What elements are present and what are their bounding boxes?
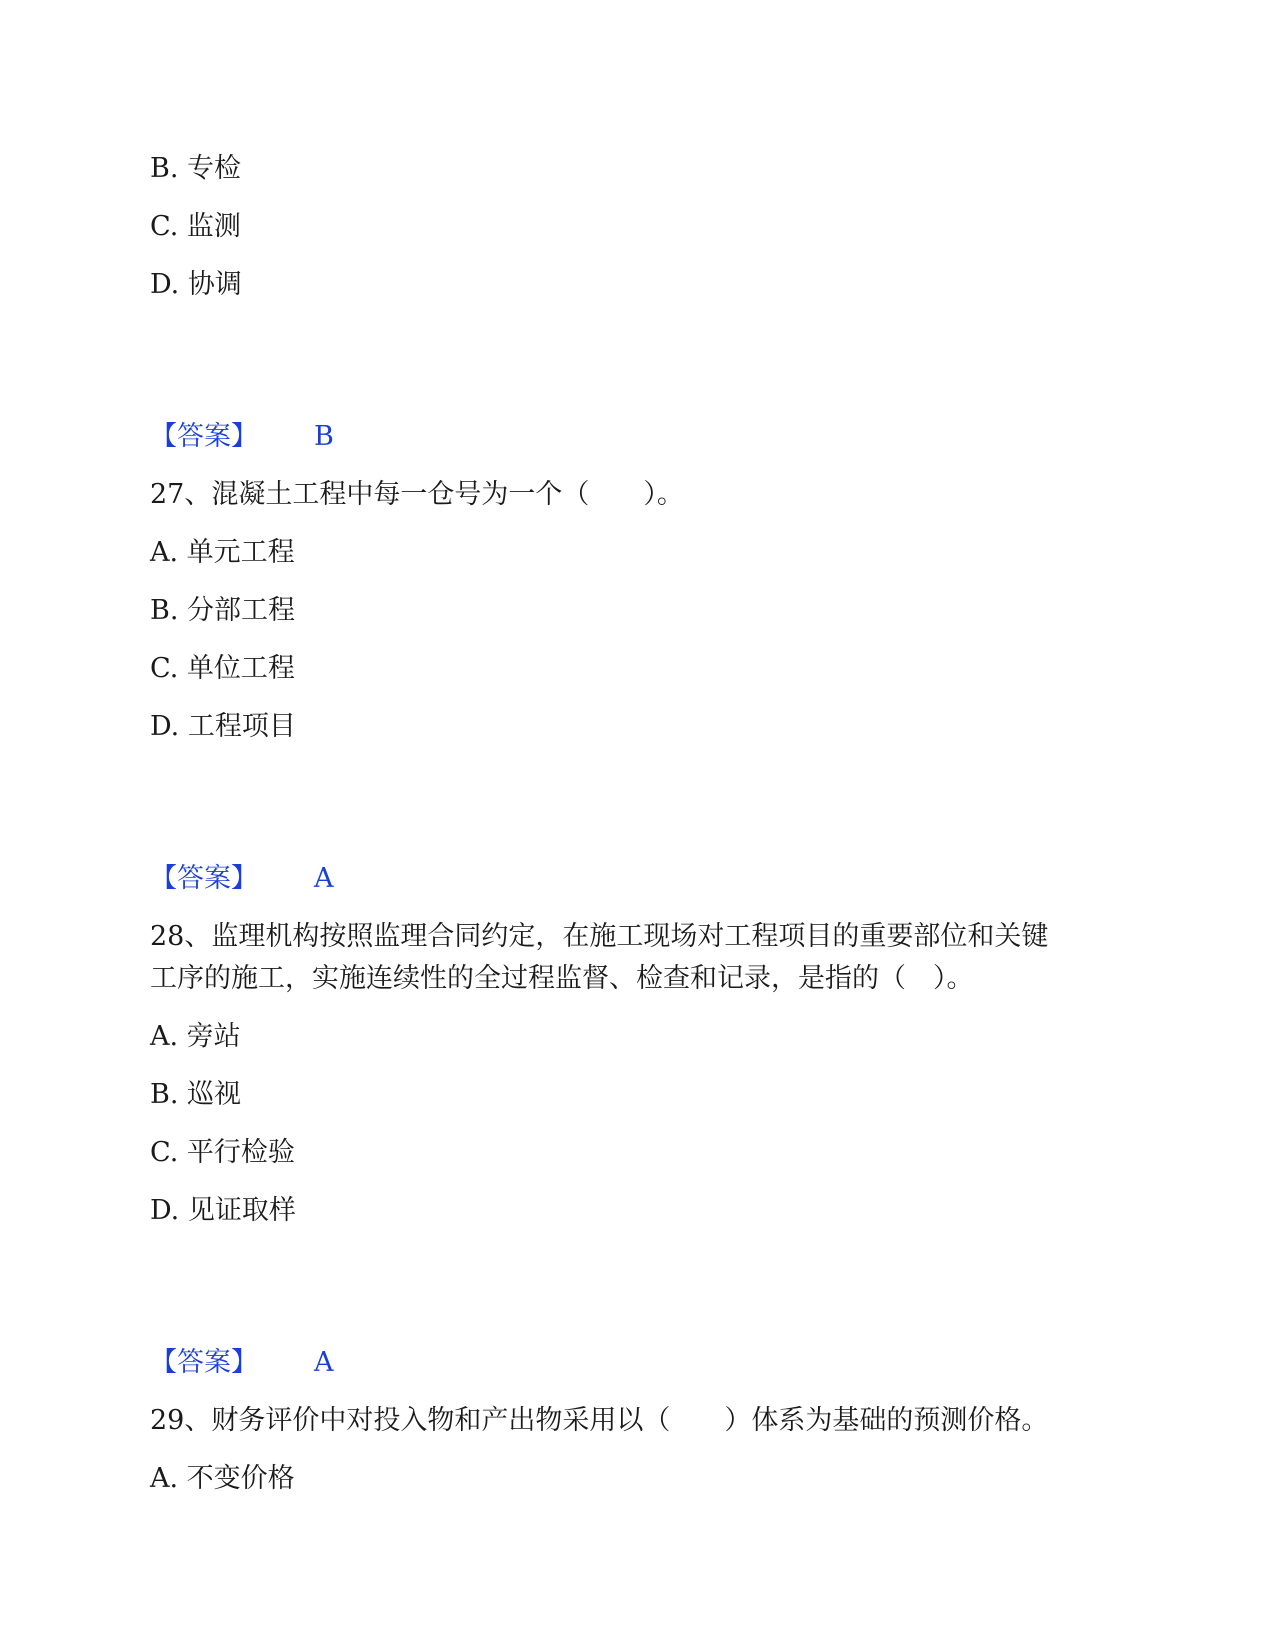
- answer-value: B: [314, 421, 334, 452]
- q27-option-d: D. 工程项目: [150, 711, 296, 742]
- answer-label: 【答案】: [150, 1347, 258, 1378]
- answer-value: A: [314, 863, 334, 894]
- q28-option-a: A. 旁站: [150, 1021, 241, 1052]
- q27-option-a: A. 单元工程: [150, 537, 295, 568]
- answer-label: 【答案】: [150, 421, 258, 452]
- q28-answer: [150, 1346, 334, 1380]
- answer-value: A: [314, 1347, 334, 1378]
- q28-option-d: D. 见证取样: [150, 1195, 296, 1226]
- q27-option-b: B. 分部工程: [150, 595, 296, 626]
- q26-answer: [150, 420, 334, 454]
- q29-stem: 29、财务评价中对投入物和产出物采用以（ ）体系为基础的预测价格。: [150, 1405, 1049, 1436]
- q27-stem: 27、混凝土工程中每一仓号为一个（ ）。: [150, 479, 684, 510]
- q28-stem-line2: 工序的施工，实施连续性的全过程监督、检查和记录，是指的（ ）。: [150, 963, 974, 994]
- q26-option-c: C. 监测: [150, 211, 241, 242]
- q27-option-c: C. 单位工程: [150, 653, 295, 684]
- answer-label: 【答案】: [150, 863, 258, 894]
- q28-stem-line1: 28、监理机构按照监理合同约定，在施工现场对工程项目的重要部位和关键: [150, 921, 1049, 952]
- q26-option-b: B. 专检: [150, 153, 242, 184]
- q26-option-d: D. 协调: [150, 269, 242, 300]
- q28-option-c: C. 平行检验: [150, 1137, 295, 1168]
- q27-answer: [150, 862, 334, 896]
- q29-option-a: A. 不变价格: [150, 1463, 295, 1494]
- q28-option-b: B. 巡视: [150, 1079, 242, 1110]
